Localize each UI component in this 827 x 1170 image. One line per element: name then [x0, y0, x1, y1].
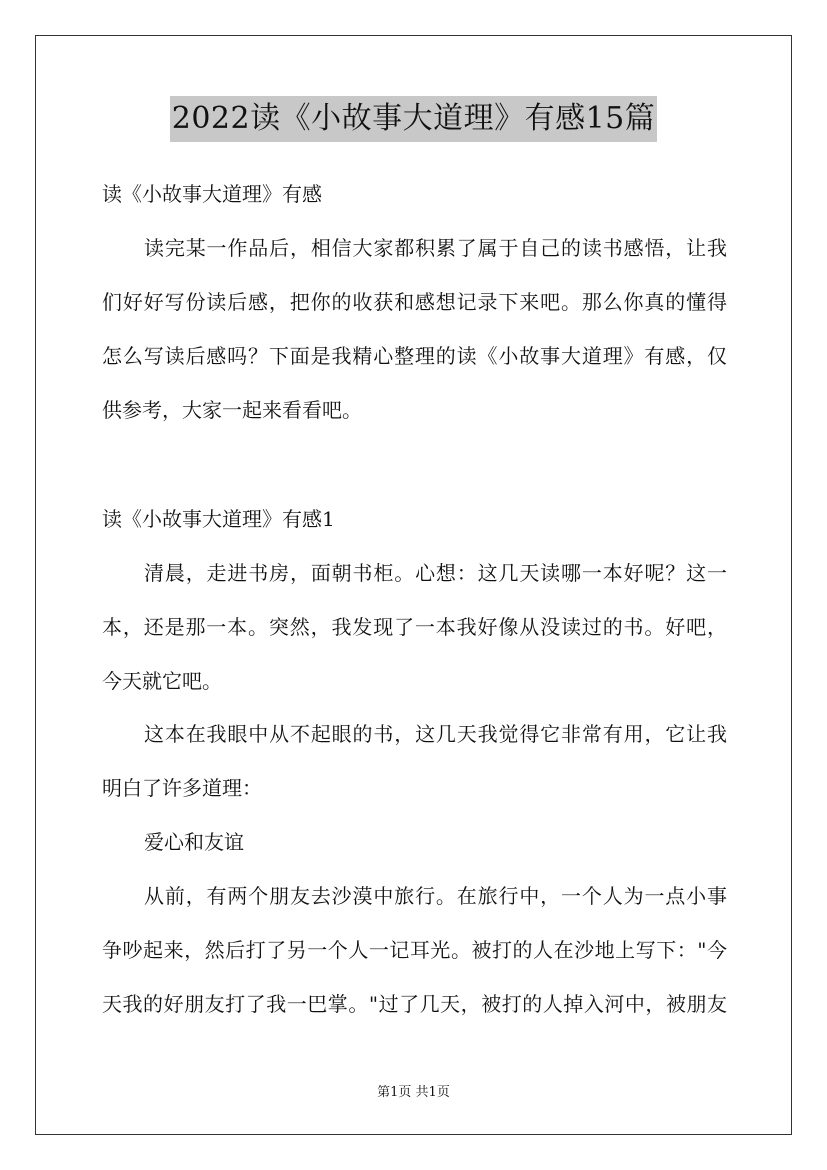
intro-line: 们好好写份读后感，把你的收获和感想记录下来吧。那么你真的懂得	[102, 290, 727, 314]
paragraph-line: 清晨，走进书房，面朝书柜。心想：这几天读哪一本好呢？这一	[144, 561, 727, 585]
subheading: 爱心和友谊	[144, 830, 244, 854]
paragraph-line: 本，还是那一本。突然，我发现了一本我好像从没读过的书。好吧，	[102, 615, 727, 639]
intro-line: 供参考，大家一起来看看吧。	[102, 398, 362, 422]
intro-line: 读完某一作品后，相信大家都积累了属于自己的读书感悟，让我	[144, 236, 727, 260]
paragraph-line: 今天就它吧。	[102, 669, 222, 693]
paragraph-line: 从前，有两个朋友去沙漠中旅行。在旅行中，一个人为一点小事	[144, 884, 727, 908]
intro-line: 怎么写读后感吗？下面是我精心整理的读《小故事大道理》有感，仅	[102, 344, 727, 368]
paragraph-line: 明白了许多道理：	[102, 776, 262, 800]
page-number-footer: 第1页 共1页	[377, 1085, 450, 1100]
intro-heading: 读《小故事大道理》有感	[102, 182, 322, 206]
paragraph-line: 争吵起来，然后打了另一个人一记耳光。被打的人在沙地上写下："今	[102, 938, 727, 962]
title-container	[0, 96, 827, 142]
document-title: 2022读《小故事大道理》有感15篇	[170, 96, 658, 142]
paragraph-line: 天我的好朋友打了我一巴掌。"过了几天，被打的人掉入河中，被朋友	[102, 992, 727, 1016]
section-heading: 读《小故事大道理》有感1	[102, 507, 335, 531]
paragraph-line: 这本在我眼中从不起眼的书，这几天我觉得它非常有用，它让我	[144, 722, 727, 746]
